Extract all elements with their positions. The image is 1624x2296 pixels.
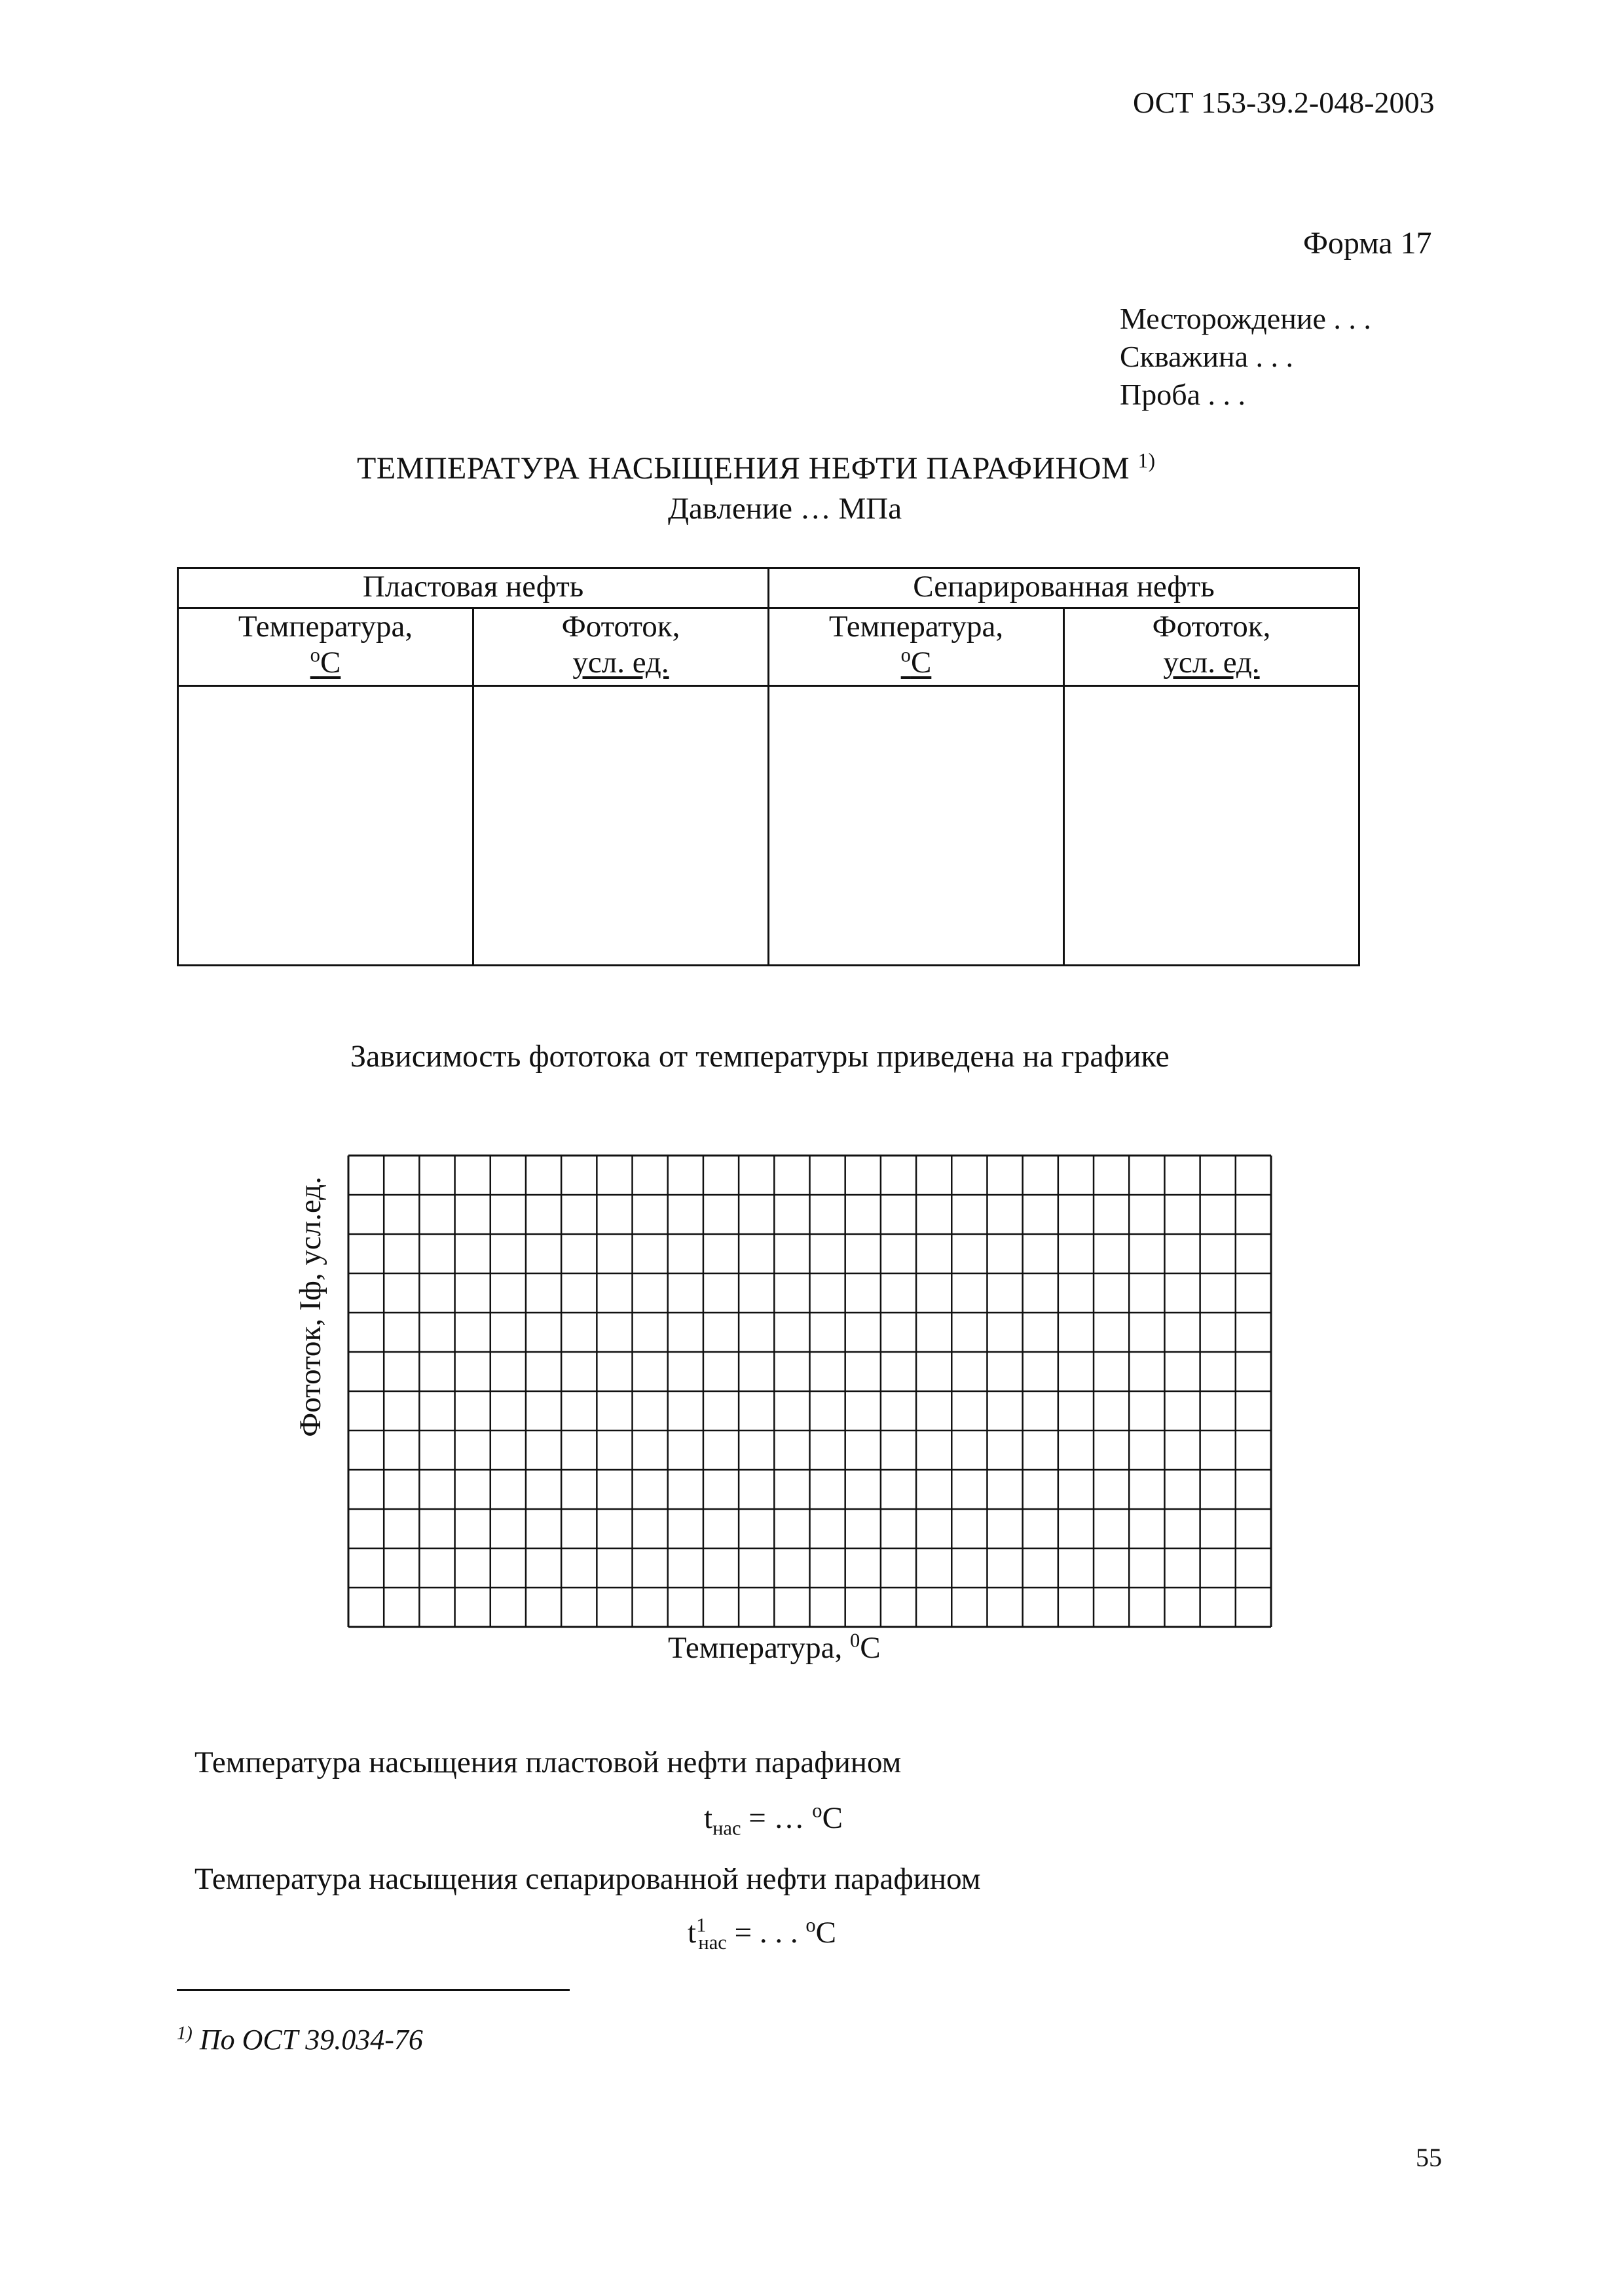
temperature-unit: $^o$C	[310, 644, 341, 680]
column-header-photocurrent: Фототок, усл. ед.	[1064, 608, 1359, 686]
page-number: 55	[1416, 2143, 1442, 2172]
column-header-temperature: Температура, $^o$C	[178, 608, 473, 686]
document-code: ОСТ 153-39.2-048-2003	[1133, 86, 1435, 119]
entry-cell-reservoir-temperature[interactable]	[178, 686, 473, 966]
group-header-separated-oil: Сепарированная нефть	[769, 568, 1359, 608]
form-title	[357, 450, 1156, 486]
meta-block	[1120, 300, 1371, 414]
graph-grid[interactable]	[347, 1154, 1272, 1628]
column-header-photocurrent: Фототок, усл. ед.	[473, 608, 769, 686]
entry-cell-separated-photocurrent[interactable]	[1064, 686, 1359, 966]
footnote-divider	[177, 1989, 570, 1991]
well-line: Скважина . . .	[1120, 340, 1293, 373]
column-header-temperature: Температура, $^o$C	[769, 608, 1064, 686]
reservoir-saturation-formula: $t_{нас}$ = … $^o$C	[704, 1799, 843, 1840]
reservoir-saturation-text: Температура насыщения пластовой нефти парафином	[194, 1745, 902, 1779]
entry-cell-separated-temperature[interactable]	[769, 686, 1064, 966]
sample-line: Проба . . .	[1120, 378, 1246, 411]
footnote	[177, 2023, 423, 2056]
title-footnote-mark: 1)	[1137, 449, 1156, 472]
graph-caption: Зависимость фототока от температуры приведена на графике	[350, 1039, 1170, 1074]
footnote-text: По ОСТ 39.034-76	[199, 2024, 423, 2056]
separated-saturation-formula: $t^1_{нас}$ = . . . $^o$C	[688, 1914, 836, 1954]
field-line: Месторождение . . .	[1120, 302, 1371, 335]
form-title-text: ТЕМПЕРАТУРА НАСЫЩЕНИЯ НЕФТИ ПАРАФИНОМ	[357, 451, 1130, 486]
entry-cell-reservoir-photocurrent[interactable]	[473, 686, 769, 966]
x-axis-label: Температура, $^0$C	[668, 1629, 881, 1665]
footnote-mark: 1)	[177, 2023, 193, 2044]
form-number: Форма 17	[1303, 226, 1432, 261]
separated-saturation-text: Температура насыщения сепарированной нефти парафином	[194, 1862, 981, 1896]
group-header-reservoir-oil: Пластовая нефть	[178, 568, 769, 608]
temperature-unit: $^o$C	[900, 644, 932, 680]
pressure-line: Давление … МПа	[668, 492, 902, 526]
measurements-table	[177, 567, 1360, 966]
